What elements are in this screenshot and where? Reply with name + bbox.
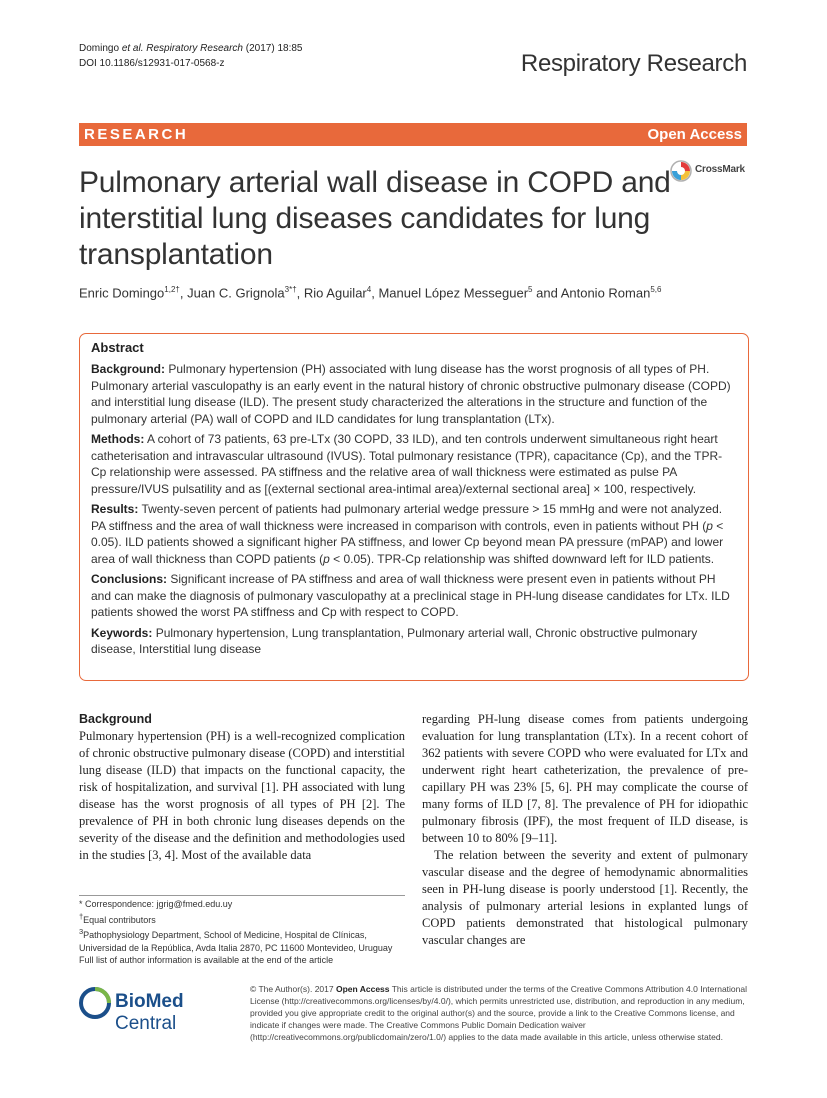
background-label: Background:	[91, 362, 166, 376]
citation-block	[79, 41, 302, 71]
body-paragraph-right-2: The relation between the severity and extent of pulmonary vascular disease and the degree of hemodynamic abnormalities seen in PH-lung disease is poorly understood [1]. Recently, the analysis of pulmonary arterial lesions in explanted lungs of COPD patients demonstrated that histological pulmonary vascular changes are	[422, 848, 748, 947]
author-name: Manuel López Messeguer	[378, 285, 529, 301]
conclusions-label: Conclusions:	[91, 572, 168, 586]
biomed-central-wordmark	[115, 991, 239, 1035]
citation-authors: Domingo	[79, 43, 122, 54]
body-paragraph-right-1: regarding PH-lung disease comes from patients undergoing evaluation for lung transplantation (LTx). In a recent cohort of 362 patients with severe COPD who were evaluated for LTx and underwent right heart catheterization, the prevalence of pre-capillary PH was 23% [5, 6]. PH may complicate the course of many forms of ILD [7, 8]. The prevalence of PH for idiopathic pulmonary fibrosis (IPF), the most frequent of ILD disease, is between 10 to 80% [9–11].	[422, 712, 748, 845]
affiliation-text: Pathophysiology Department, School of Medicine, Hospital de Clínicas, Universidad de la República, Avda Italia 2870, PC 11600 Montevideo, Uruguay	[79, 930, 393, 953]
citation-journal: et al. Respiratory Research	[121, 43, 243, 54]
footnote-divider	[79, 895, 405, 896]
results-text-1: Twenty-seven percent of patients had pulmonary arterial wedge pressure > 15 mmHg and were not analyzed. PA stiffness and the area of wall thickness were increased in comparison with controls, even in patients without PH (	[91, 502, 723, 533]
author-list: Enric Domingo$^{1,2\dagger}$, Juan C. Grignola$^{3*\dagger}$, Rio Aguilar$^4$, Manuel López Messeguer$^5$ and Antonio Roman$^{5,6}$	[79, 285, 662, 301]
equal-text: Equal contributors	[83, 914, 156, 925]
citation-volume: (2017) 18:85	[242, 43, 303, 54]
full-list-note: Full list of author information is available at the end of the article	[79, 955, 334, 965]
footnotes	[79, 898, 405, 967]
author-affiliation-mark: 5,6	[650, 285, 662, 294]
author-affiliation-mark: 4	[366, 285, 372, 294]
section-label: RESEARCH	[84, 126, 189, 143]
abstract-box	[79, 333, 749, 681]
license-prefix: © The Author(s). 2017	[250, 984, 336, 994]
article-type-banner	[79, 123, 747, 146]
author-affiliation-mark: 3*†	[284, 285, 297, 294]
body-column-left	[79, 711, 405, 864]
biomed-central-logo	[79, 985, 239, 1034]
correspondence-note: * Correspondence: jgrig@fmed.edu.uy	[79, 899, 233, 909]
results-label: Results:	[91, 502, 139, 516]
biomed-central-icon	[79, 987, 111, 1019]
license-body: This article is distributed under the terms of the Creative Commons Attribution 4.0 International License (http://creativecommons.org/licenses/by/4.0/), which permits unrestricted use, distribution, and reproduction in any medium, provided you give appropriate credit to the original author(s) and the source, provide a link to the Creative Commons license, and indicate if changes were made. The Creative Commons Public Domain Dedication waiver (http://creativecommons.org/publicdomain/zero/1.0/) applies to the data made available in this article, unless otherwise stated.	[250, 984, 748, 1042]
abstract-methods	[91, 431, 737, 497]
author-name: Juan C. Grignola	[187, 285, 285, 301]
results-text-2: < 0.05). ILD patients showed a significant higher PA stiffness, and lower Cp beyond mean PA pressure (mPAP) and lower area of wall thickness than COPD patients (	[91, 518, 724, 566]
equal-contrib-note	[79, 911, 405, 927]
citation-line	[79, 41, 302, 56]
background-text: Pulmonary hypertension (PH) associated with lung disease has the worst prognosis of all types of PH. Pulmonary arterial vasculopathy is an early event in the natural history of chronic obstructive pulmonary disease (COPD) and interstitial lung disease (ILD). The present study characterized the alterations in the structure and function of the pulmonary arterial (PA) wall of COPD and ILD candidates for lung transplantation (LTx).	[91, 362, 731, 426]
results-text-3: < 0.05). TPR-Cp relationship was shifted downward left for ILD patients.	[329, 551, 715, 566]
body-paragraph-left: Pulmonary hypertension (PH) is a well-recognized complication of chronic obstructive pulmonary disease (COPD) and interstitial lung disease (ILD) that impacts on the functional capacity, the risk of hospitalization, and survival [1]. PH associated with lung disease has the worst prognosis of all types of PH [2]. The prevalence of PH in both chronic lung diseases depends on the severity of the disease and the definition and methodologies used in the studies [3, 4]. Most of the available data	[79, 729, 405, 862]
crossmark-badge[interactable]	[670, 158, 750, 184]
abstract-results	[91, 501, 737, 567]
journal-name: Respiratory Research	[520, 50, 747, 77]
keywords-label: Keywords:	[91, 625, 153, 640]
results-p-2: p	[323, 551, 330, 566]
license-text	[250, 983, 750, 1043]
methods-text: A cohort of 73 patients, 63 pre-LTx (30 COPD, 33 ILD), and ten controls underwent simultaneous right heart catheterisation and intravascular ultrasound (IVUS). Total pulmonary resistance (TPR), capacitance (Cp), and the TPR-Cp relationship were assessed. PA stiffness and the relative area of wall thickness were estimated as pulse PA pressure/IVUS pulsatility and as [(external sectional area-intimal area)/external sectional area] × 100, respectively.	[91, 432, 723, 496]
keywords-text: Pulmonary hypertension, Lung transplantation, Pulmonary arterial wall, Chronic obstructive pulmonary disease, Interstitial lung disease	[91, 625, 698, 656]
bmc-bold: BioMed	[115, 991, 184, 1012]
affiliation-note	[79, 926, 405, 954]
author-affiliation-mark: 5	[528, 285, 533, 294]
author-name: Enric Domingo	[79, 285, 165, 301]
article-title: Pulmonary arterial wall disease in COPD and interstitial lung diseases candidates for lung transplantation	[79, 166, 671, 271]
abstract-keywords	[91, 625, 737, 658]
conclusions-text: Significant increase of PA stiffness and area of wall thickness were present even in patients without PH and can make the diagnosis of pulmonary vasculopathy at a preclinical stage in PH-lung disease candidates for LTx. ILD patients showed the worst PA stiffness and Cp with respect to COPD.	[91, 572, 730, 619]
equal-mark: †	[79, 911, 84, 921]
abstract-background	[91, 361, 737, 427]
open-access-label: Open Access	[647, 126, 742, 143]
license-open-access: Open Access	[335, 984, 390, 994]
doi[interactable]: DOI 10.1186/s12931-017-0568-z	[79, 58, 225, 69]
methods-label: Methods:	[91, 432, 145, 446]
background-heading: Background	[79, 712, 152, 726]
abstract-conclusions	[91, 571, 737, 621]
bmc-rest: Central	[115, 1013, 177, 1034]
author-affiliation-mark: 1,2†	[164, 285, 180, 294]
body-column-right	[422, 711, 748, 949]
results-p-1: p	[706, 518, 713, 533]
author-name: Rio Aguilar	[303, 285, 367, 301]
abstract-heading: Abstract	[91, 340, 144, 355]
author-name: Antonio Roman	[560, 285, 651, 301]
affiliation-mark: 3	[79, 927, 84, 936]
crossmark-label: CrossMark	[695, 164, 745, 175]
